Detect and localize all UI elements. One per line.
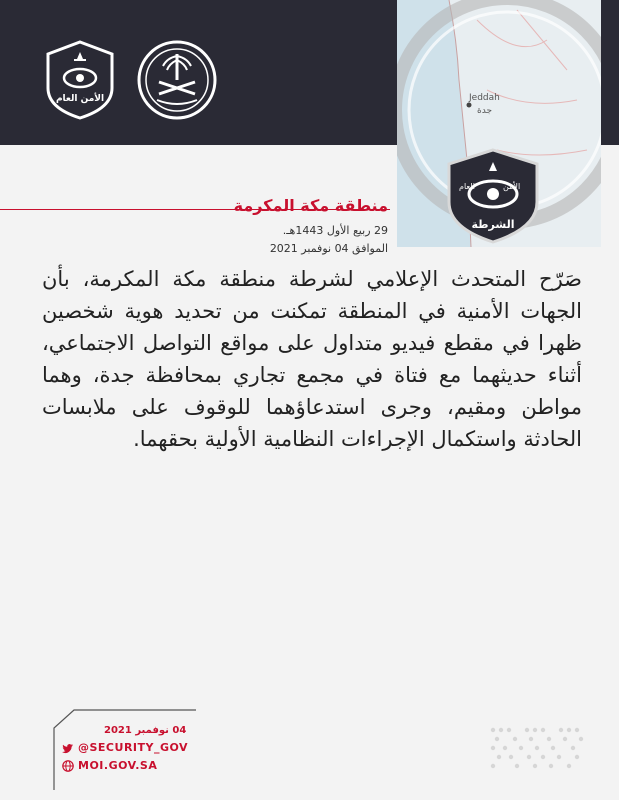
palm-swords-emblem-icon <box>135 38 219 122</box>
ministry-emblem <box>135 38 219 122</box>
website-link[interactable]: MOI.GOV.SA <box>78 759 158 772</box>
twitter-icon <box>62 742 74 754</box>
statement-body: صَرّح المتحدث الإعلامي لشرطة منطقة مكة المكرمة، بأن الجهات الأمنية في المنطقة تمكنت من تحديد هوية شخصين ظهرا في مقطع فيديو متداول على مواقع التواصل الاجتماعي، أثناء حديثهما مع فتاة في مجمع تجاري بمحافظة جدة، وهما مواطن ومقيم، وجرى استدعاؤهما للوقوف على ملابسات الحادثة واستكمال الإجراءات النظامية الأولية بحقهما. <box>42 267 582 451</box>
globe-icon <box>62 760 74 772</box>
badge-label-right: العام <box>459 182 475 191</box>
police-badge <box>441 148 545 244</box>
badge-label-bottom: الشرطة <box>471 218 515 231</box>
map-city-label: Jeddah <box>469 93 500 103</box>
badge-label-left: الأمن <box>503 182 521 191</box>
hijri-date: 29 ربيع الأول 1443هـ. <box>282 224 388 237</box>
footer-contact <box>46 708 206 790</box>
footer-date: 04 نوفمبر 2021 <box>104 725 187 736</box>
map-photo <box>397 0 601 247</box>
region-title: منطقة مكة المكرمة <box>233 196 388 215</box>
twitter-handle[interactable]: @SECURITY_GOV <box>78 741 189 754</box>
decorative-dot-pattern <box>487 724 585 770</box>
public-security-logo <box>38 38 122 122</box>
gregorian-date: الموافق 04 نوفمبر 2021 <box>269 242 388 255</box>
website-row[interactable] <box>62 759 157 772</box>
shield-badge-icon <box>38 38 122 122</box>
public-security-logo-text: الأمن العام <box>55 94 105 104</box>
map-city-label-arabic: جدة <box>477 106 493 116</box>
twitter-handle-row[interactable] <box>62 741 188 754</box>
